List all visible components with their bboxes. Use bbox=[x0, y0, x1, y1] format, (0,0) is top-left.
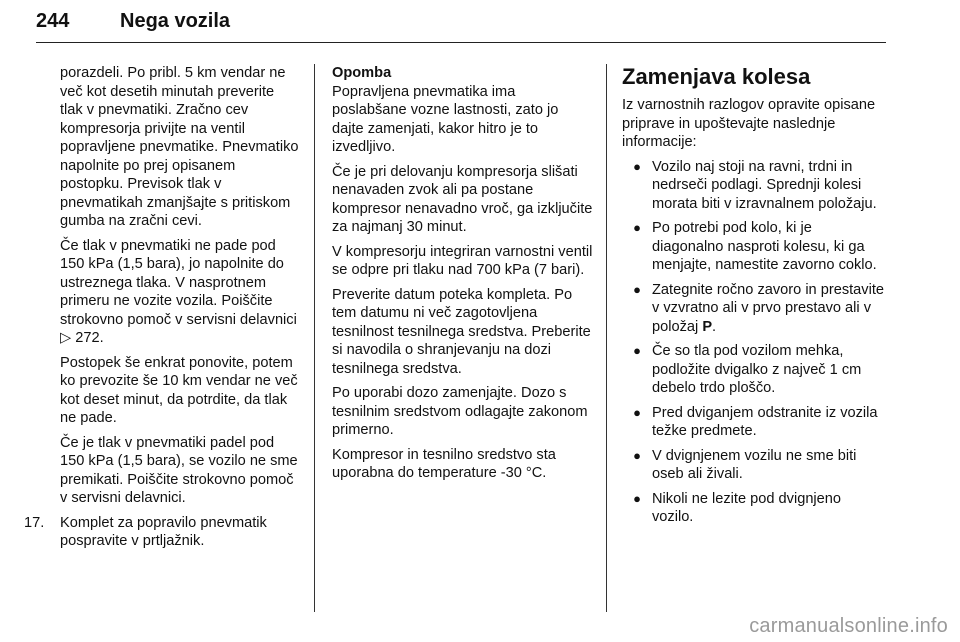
note-paragraph-5: Po uporabi dozo zamenjajte. Dozo s tesnilnim sredstvom odlagajte zakonom primerno. bbox=[332, 385, 588, 438]
column-1 bbox=[24, 64, 300, 551]
note-title: Opomba bbox=[332, 65, 392, 81]
list-item bbox=[622, 490, 884, 527]
cross-reference-page[interactable]: 272. bbox=[75, 330, 104, 346]
list-item bbox=[622, 404, 884, 441]
bullet-icon: ● bbox=[633, 158, 641, 174]
bullet-icon: ● bbox=[633, 490, 641, 506]
list-item bbox=[622, 281, 884, 337]
paragraph-2-text: Če tlak v pnevmatiki ne pade pod 150 kPa (1,5 bara), jo napolnite do ustreznega tlaka. V nasprotnem primeru ne vozite vozila. Poiščite strokovno pomoč v servisni delavnici bbox=[60, 237, 297, 328]
bullet-icon: ● bbox=[633, 343, 641, 358]
bullet-icon: ● bbox=[633, 220, 641, 235]
bullet-icon: ● bbox=[633, 447, 641, 463]
bullet-list bbox=[622, 158, 884, 527]
list-item-text: Komplet za popravilo pnevmatik pospravite v prtljažnik. bbox=[60, 514, 267, 549]
bullet-text: Zategnite ročno zavoro in prestavite v vzvratno ali v prvo prestavo ali v položaj bbox=[652, 281, 885, 335]
list-item-17 bbox=[24, 514, 300, 551]
page-title: Nega vozila bbox=[120, 10, 231, 32]
column-3 bbox=[622, 64, 884, 533]
bullet-text: Po potrebi pod kolo, ki je diagonalno nasproti kolesu, ki ga menjajte, namestite zavorno coklo. bbox=[652, 220, 877, 273]
note-paragraph-3: V kompresorju integriran varnostni ventil se odpre pri tlaku nad 700 kPa (7 bari). bbox=[332, 243, 593, 278]
column-2 bbox=[332, 64, 594, 489]
note-paragraph-6: Kompresor in tesnilno sredstvo sta uporabna do temperature -30 °C. bbox=[332, 446, 556, 481]
note-paragraph-2: Če je pri delovanju kompresorja slišati nenavaden zvok ali pa postane kompresor nenavadno vroč, ga izključite za najmanj 30 minut. bbox=[332, 163, 593, 235]
section-intro: Iz varnostnih razlogov opravite opisane priprave in upoštevajte naslednje informacije: bbox=[622, 97, 876, 150]
bullet-text: Vozilo naj stoji na ravni, trdni in nedrseči podlagi. Sprednji kolesi morata biti v izravnalnem položaju. bbox=[652, 158, 877, 212]
page-number: 244 bbox=[36, 10, 70, 32]
bullet-text: Pred dviganjem odstranite iz vozila težke predmete. bbox=[652, 404, 878, 439]
column-divider-1 bbox=[314, 64, 315, 612]
gear-position-label: P bbox=[702, 318, 713, 335]
section-title: Zamenjava kolesa bbox=[622, 64, 811, 89]
list-item bbox=[622, 447, 884, 484]
paragraph-3: Postopek še enkrat ponovite, potem ko prevozite še 10 km vendar ne več kot deset minut, da potrdite, da tlak ne pade. bbox=[60, 354, 298, 426]
bullet-text-end: . bbox=[712, 318, 717, 335]
bullet-text: Nikoli ne lezite pod dvignjeno vozilo. bbox=[652, 490, 842, 525]
list-item bbox=[622, 342, 884, 398]
cross-reference-icon: ▷ bbox=[60, 330, 72, 346]
note-paragraph-1: Popravljena pnevmatika ima poslabšane vozne lastnosti, zato jo dajte zamenjati, kakor hitro je to izvedljivo. bbox=[332, 83, 559, 155]
watermark: carmanualsonline.info bbox=[749, 615, 948, 637]
paragraph-2 bbox=[24, 237, 300, 348]
bullet-text-wrap bbox=[652, 281, 884, 337]
note-paragraph-4: Preverite datum poteka kompleta. Po tem datumu ni več zagotovljena tesnilnost tesnilnega sredstva. Preberite si navodila o shranjevanju na dozi tesnilnega sredstva. bbox=[332, 286, 591, 377]
column-divider-2 bbox=[606, 64, 607, 612]
bullet-icon: ● bbox=[633, 404, 641, 420]
list-item bbox=[622, 158, 884, 214]
list-item bbox=[622, 219, 884, 275]
bullet-text: V dvignjenem vozilu ne sme biti oseb ali živali. bbox=[652, 447, 857, 482]
list-item-number: 17. bbox=[24, 514, 45, 531]
page-header bbox=[36, 6, 886, 43]
paragraph-1: porazdeli. Po pribl. 5 km vendar ne več kot desetih minutah preverite tlak v pnevmatiki. Zračno cev kompresorja privijte na ventil popravljene pnevmatike. Pnevmatiko napolnite po prej opisanem postopku. Previsok tlak v pnevmatikah zmanjšajte s pritiskom gumba na zračni cevi. bbox=[60, 65, 299, 229]
bullet-text: Če so tla pod vozilom mehka, podložite dvigalko z največ 1 cm debelo trdo ploščo. bbox=[652, 343, 862, 396]
bullet-icon: ● bbox=[633, 281, 641, 297]
paragraph-4: Če je tlak v pnevmatiki padel pod 150 kPa (1,5 bara), se vozilo ne sme premikati. Poiščite strokovno pomoč v servisni delavnici. bbox=[60, 434, 298, 506]
